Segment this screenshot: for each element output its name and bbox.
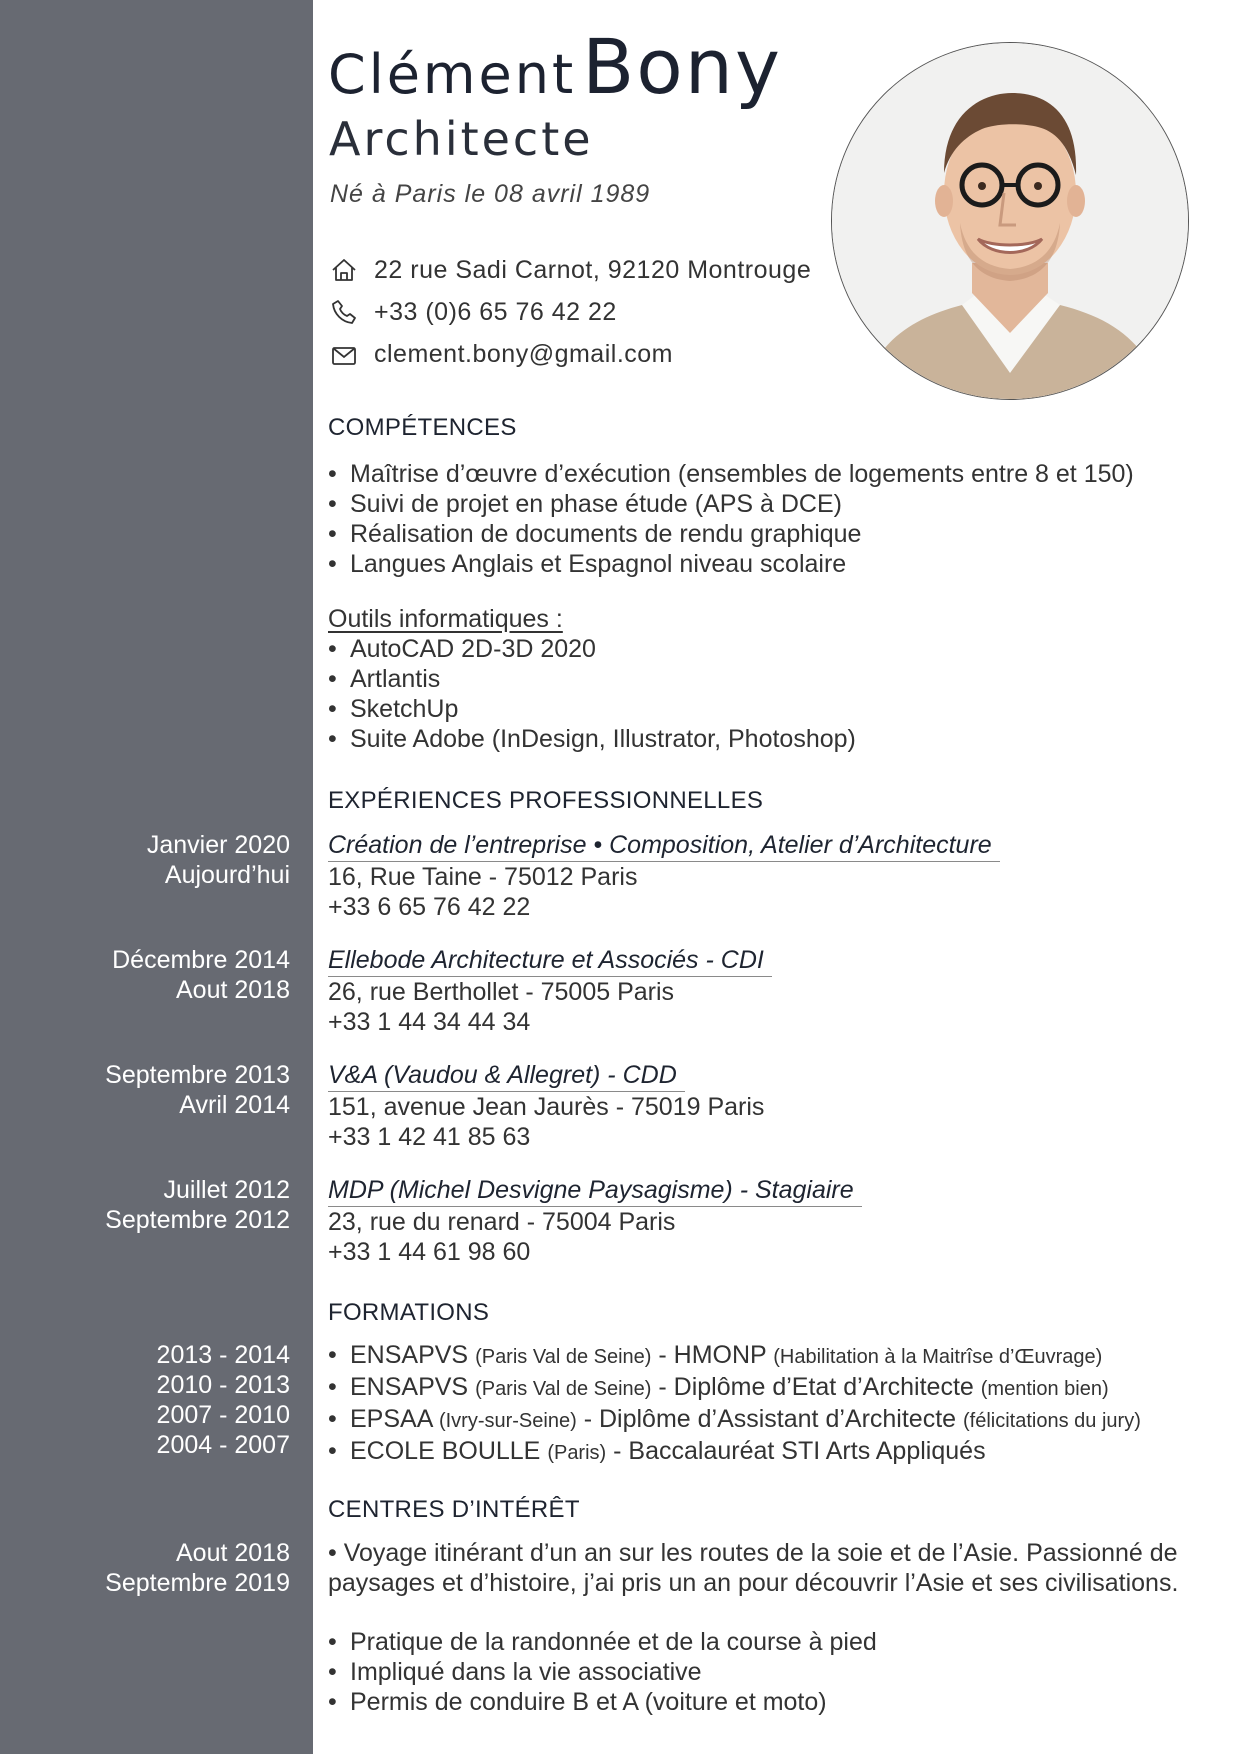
contact-address (330, 252, 811, 288)
envelope-icon (330, 340, 358, 368)
phone-text: +33 (0)6 65 76 42 22 (374, 297, 617, 326)
tools-list (328, 634, 856, 754)
phone-icon (330, 298, 358, 326)
list-item: • Impliqué dans la vie associative (328, 1658, 702, 1686)
first-name: Clément (328, 43, 577, 106)
last-name: Bony (582, 22, 782, 111)
list-item: • Langues Anglais et Espagnol niveau scolaire (328, 550, 847, 578)
list-item: • Artlantis (328, 665, 441, 693)
list-item: • Maîtrise d’œuvre d’exécution (ensembles de logements entre 8 et 150) (328, 460, 1134, 488)
list-item: • Suivi de projet en phase étude (APS à DCE) (328, 490, 842, 518)
job-phone: +33 1 42 41 85 63 (328, 1123, 531, 1151)
experience-heading: EXPÉRIENCES PROFESSIONNELLES (328, 787, 764, 814)
job-address: 23, rue du renard - 75004 Paris (328, 1208, 676, 1236)
contact-phone (330, 294, 617, 330)
full-name (328, 22, 782, 111)
job-date: Juillet 2012 Septembre 2012 (105, 1176, 290, 1234)
job-phone: +33 1 44 61 98 60 (328, 1238, 531, 1266)
house-icon (330, 256, 358, 284)
job-address: 16, Rue Taine - 75012 Paris (328, 863, 638, 891)
interests-list (328, 1627, 877, 1717)
job-date: Janvier 2020 Aujourd’hui (146, 831, 290, 889)
interests-heading: CENTRES D’INTÉRÊT (328, 1496, 580, 1523)
job-date: Septembre 2013 Avril 2014 (105, 1061, 290, 1119)
contact-email (330, 336, 673, 372)
job-phone: +33 6 65 76 42 22 (328, 893, 531, 921)
job-title: Création de l’entreprise • Composition, Atelier d’Architecture (328, 830, 1000, 862)
job-role: Architecte (329, 112, 594, 166)
birth-info: Né à Paris le 08 avril 1989 (330, 180, 651, 208)
profile-photo (831, 42, 1189, 400)
address-text: 22 rue Sadi Carnot, 92120 Montrouge (374, 255, 812, 284)
email-text: clement.bony@gmail.com (374, 339, 673, 368)
list-item: • AutoCAD 2D-3D 2020 (328, 635, 596, 663)
skills-heading: COMPÉTENCES (328, 414, 517, 441)
list-item: • Permis de conduire B et A (voiture et moto) (328, 1688, 827, 1716)
job-entry (328, 945, 772, 1037)
travel-text: • Voyage itinérant d’un an sur les routes de la soie et de l’Asie. Passionné de paysages et d’histoire, j’ai pris un an pour découvrir l’Asie et ses civilisations. (328, 1539, 1179, 1597)
list-item: • SketchUp (328, 695, 459, 723)
list-item: • EPSAA (Ivry-sur-Seine) - Diplôme d’Assistant d’Architecte (félicitations du jury) (328, 1405, 1141, 1433)
job-address: 151, avenue Jean Jaurès - 75019 Paris (328, 1093, 765, 1121)
job-phone: +33 1 44 34 44 34 (328, 1008, 531, 1036)
tools-heading: Outils informatiques : (328, 605, 563, 633)
list-item: • Pratique de la randonnée et de la course à pied (328, 1628, 877, 1656)
job-title: V&A (Vaudou & Allegret) - CDD (328, 1060, 685, 1092)
list-item: • Suite Adobe (InDesign, Illustrator, Photoshop) (328, 725, 856, 753)
travel-date: Aout 2018 Septembre 2019 (105, 1539, 290, 1597)
job-date: Décembre 2014 Aout 2018 (112, 946, 290, 1004)
education-list (328, 1340, 1141, 1468)
job-title: MDP (Michel Desvigne Paysagisme) - Stagiaire (328, 1175, 862, 1207)
list-item: • Réalisation de documents de rendu graphique (328, 520, 862, 548)
job-address: 26, rue Berthollet - 75005 Paris (328, 978, 675, 1006)
skills-list (328, 459, 1134, 579)
job-entry (328, 1175, 862, 1267)
list-item: • ENSAPVS (Paris Val de Seine) - Diplôme d’Etat d’Architecte (mention bien) (328, 1373, 1109, 1401)
education-heading: FORMATIONS (328, 1299, 490, 1326)
job-entry (328, 1060, 764, 1152)
job-title: Ellebode Architecture et Associés - CDI (328, 945, 772, 977)
education-years: 2013 - 2014 2010 - 2013 2007 - 2010 2004 - 2007 (156, 1341, 290, 1459)
job-entry (328, 830, 1000, 922)
list-item: • ENSAPVS (Paris Val de Seine) - HMONP (Habilitation à la Maitrîse d’Œuvrage) (328, 1341, 1103, 1369)
list-item: • ECOLE BOULLE (Paris) - Baccalauréat STI Arts Appliqués (328, 1437, 986, 1465)
